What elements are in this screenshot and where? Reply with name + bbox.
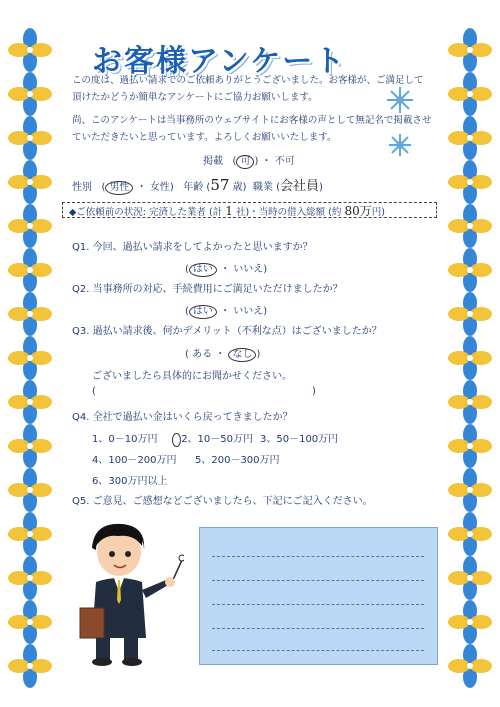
intro-paragraph-2: 尚、このアンケートは当事務所のウェブサイトにお客様の声として無記名で掲載させていただきたいと思っています。よろしくお願いいたします。 (72, 115, 432, 143)
separator: ・ (215, 349, 226, 360)
status-text: 社)・当時の借入総額 (約 (235, 207, 342, 218)
separator: ・ (261, 156, 272, 167)
q1-option-yes[interactable]: はい (189, 263, 217, 277)
border-flower (8, 556, 52, 600)
border-flower (448, 424, 492, 468)
question-5: Q5. ご意見、ご感想などございましたら、下記にご記入ください。 (72, 496, 373, 507)
status-text: ◆ご依頼前の状況: 完済した業者 (計 (69, 207, 223, 218)
q2-answer: ( はい ・ いいえ) (185, 306, 268, 317)
border-flower (448, 336, 492, 380)
border-flower (8, 512, 52, 556)
status-box (62, 202, 437, 218)
gender-option-male[interactable]: 男性 (105, 181, 133, 195)
q4-option-6[interactable]: 6、300万円以上 (92, 476, 168, 487)
border-flower (8, 204, 52, 248)
completed-count[interactable]: 1 (225, 204, 233, 218)
border-flower (8, 424, 52, 468)
separator: ・ (220, 264, 231, 275)
q3-detail-close: ) (312, 386, 316, 397)
q2-option-yes[interactable]: はい (189, 305, 217, 319)
q3-answer: ( ある ・ なし ) (185, 349, 261, 360)
border-flower (8, 292, 52, 336)
businessman-illustration (74, 520, 184, 668)
border-flower (448, 292, 492, 336)
border-flower (8, 72, 52, 116)
profile-row: 性別 ( 男性 ・ 女性) 年齢 (57 歳) 職業 (会社員) (72, 176, 323, 194)
publish-option-no[interactable]: 不可 (274, 156, 295, 167)
job-label: 職業 (252, 182, 273, 193)
publish-label: 掲載 (203, 156, 223, 167)
left-decorative-border (8, 28, 52, 693)
publish-row: 掲載 ( 可 ) ・ 不可 (203, 156, 295, 167)
comment-line (212, 650, 424, 651)
gender-label: 性別 (72, 182, 92, 193)
border-pattern (8, 28, 52, 693)
border-flower (448, 380, 492, 424)
comment-line (212, 580, 424, 581)
border-flower (8, 28, 52, 72)
status-text: 円) (371, 207, 385, 218)
border-flower (448, 116, 492, 160)
border-flower (448, 468, 492, 512)
border-flower (8, 160, 52, 204)
border-flower (8, 600, 52, 644)
border-flower (448, 556, 492, 600)
comment-line (212, 556, 424, 557)
q2-option-no[interactable]: いいえ (233, 306, 264, 317)
border-flower (448, 204, 492, 248)
age-value[interactable]: 57 (210, 176, 230, 194)
gender-option-female[interactable]: 女性 (149, 182, 170, 193)
q4-option-2[interactable] (172, 430, 253, 447)
q1-option-no[interactable]: いいえ (233, 264, 264, 275)
comment-box[interactable] (199, 527, 438, 665)
separator: ・ (136, 182, 147, 193)
q4-option-3[interactable]: 3、50－100万円 (260, 434, 339, 445)
border-flower (8, 644, 52, 688)
comment-line (212, 628, 424, 629)
question-2: Q2. 当事務所の対応、手続費用にご満足いただけましたか？ (72, 284, 343, 295)
comment-line (212, 604, 424, 605)
border-flower (448, 248, 492, 292)
q3-followup: ございましたら具体的にお聞かせください。 (92, 371, 292, 382)
q3-option-no[interactable]: なし (228, 348, 256, 362)
border-flower (448, 72, 492, 116)
q4-option-1[interactable]: 1、0－10万円 (92, 434, 158, 445)
border-flower (448, 512, 492, 556)
publish-option-yes[interactable]: 可 (236, 155, 254, 169)
border-flower (448, 644, 492, 688)
q1-answer: ( はい ・ いいえ) (185, 264, 268, 275)
question-4: Q4. 全社で過払い金はいくら戻ってきましたか？ (72, 412, 293, 423)
border-flower (8, 116, 52, 160)
q4-option-5[interactable]: 5、200－300万円 (195, 455, 280, 466)
borrow-amount[interactable]: 80万 (344, 204, 372, 218)
question-3: Q3. 過払い請求後、何かデメリット（不利な点）はございましたか？ (72, 326, 382, 337)
border-flower (448, 160, 492, 204)
right-decorative-border (448, 28, 492, 693)
border-flower (448, 600, 492, 644)
q4-option-2-mark (172, 433, 181, 447)
job-value[interactable]: 会社員 (279, 179, 319, 194)
border-flower (8, 248, 52, 292)
q3-option-yes[interactable]: ある (192, 349, 213, 360)
question-1: Q1. 今回、過払い請求をしてよかったと思いますか？ (72, 242, 313, 253)
q4-option-2-label: 2、10－50万円 (181, 434, 253, 445)
page-title: お客様アンケート (92, 44, 347, 79)
age-label: 年齢 (183, 182, 204, 193)
separator: ・ (220, 306, 231, 317)
border-flower (448, 28, 492, 72)
age-unit: 歳) (232, 182, 247, 193)
intro-paragraph-1: この度は、過払い請求でのご依頼ありがとうございました。お客様が、ご満足して頂けたかどうか簡単なアンケートにご協力お願いします。 (72, 75, 424, 103)
border-flower (8, 336, 52, 380)
border-flower (8, 380, 52, 424)
q4-option-4[interactable]: 4、100－200万円 (92, 455, 177, 466)
border-flower (8, 468, 52, 512)
q3-detail-open: ( (92, 386, 96, 397)
border-pattern (448, 28, 492, 693)
